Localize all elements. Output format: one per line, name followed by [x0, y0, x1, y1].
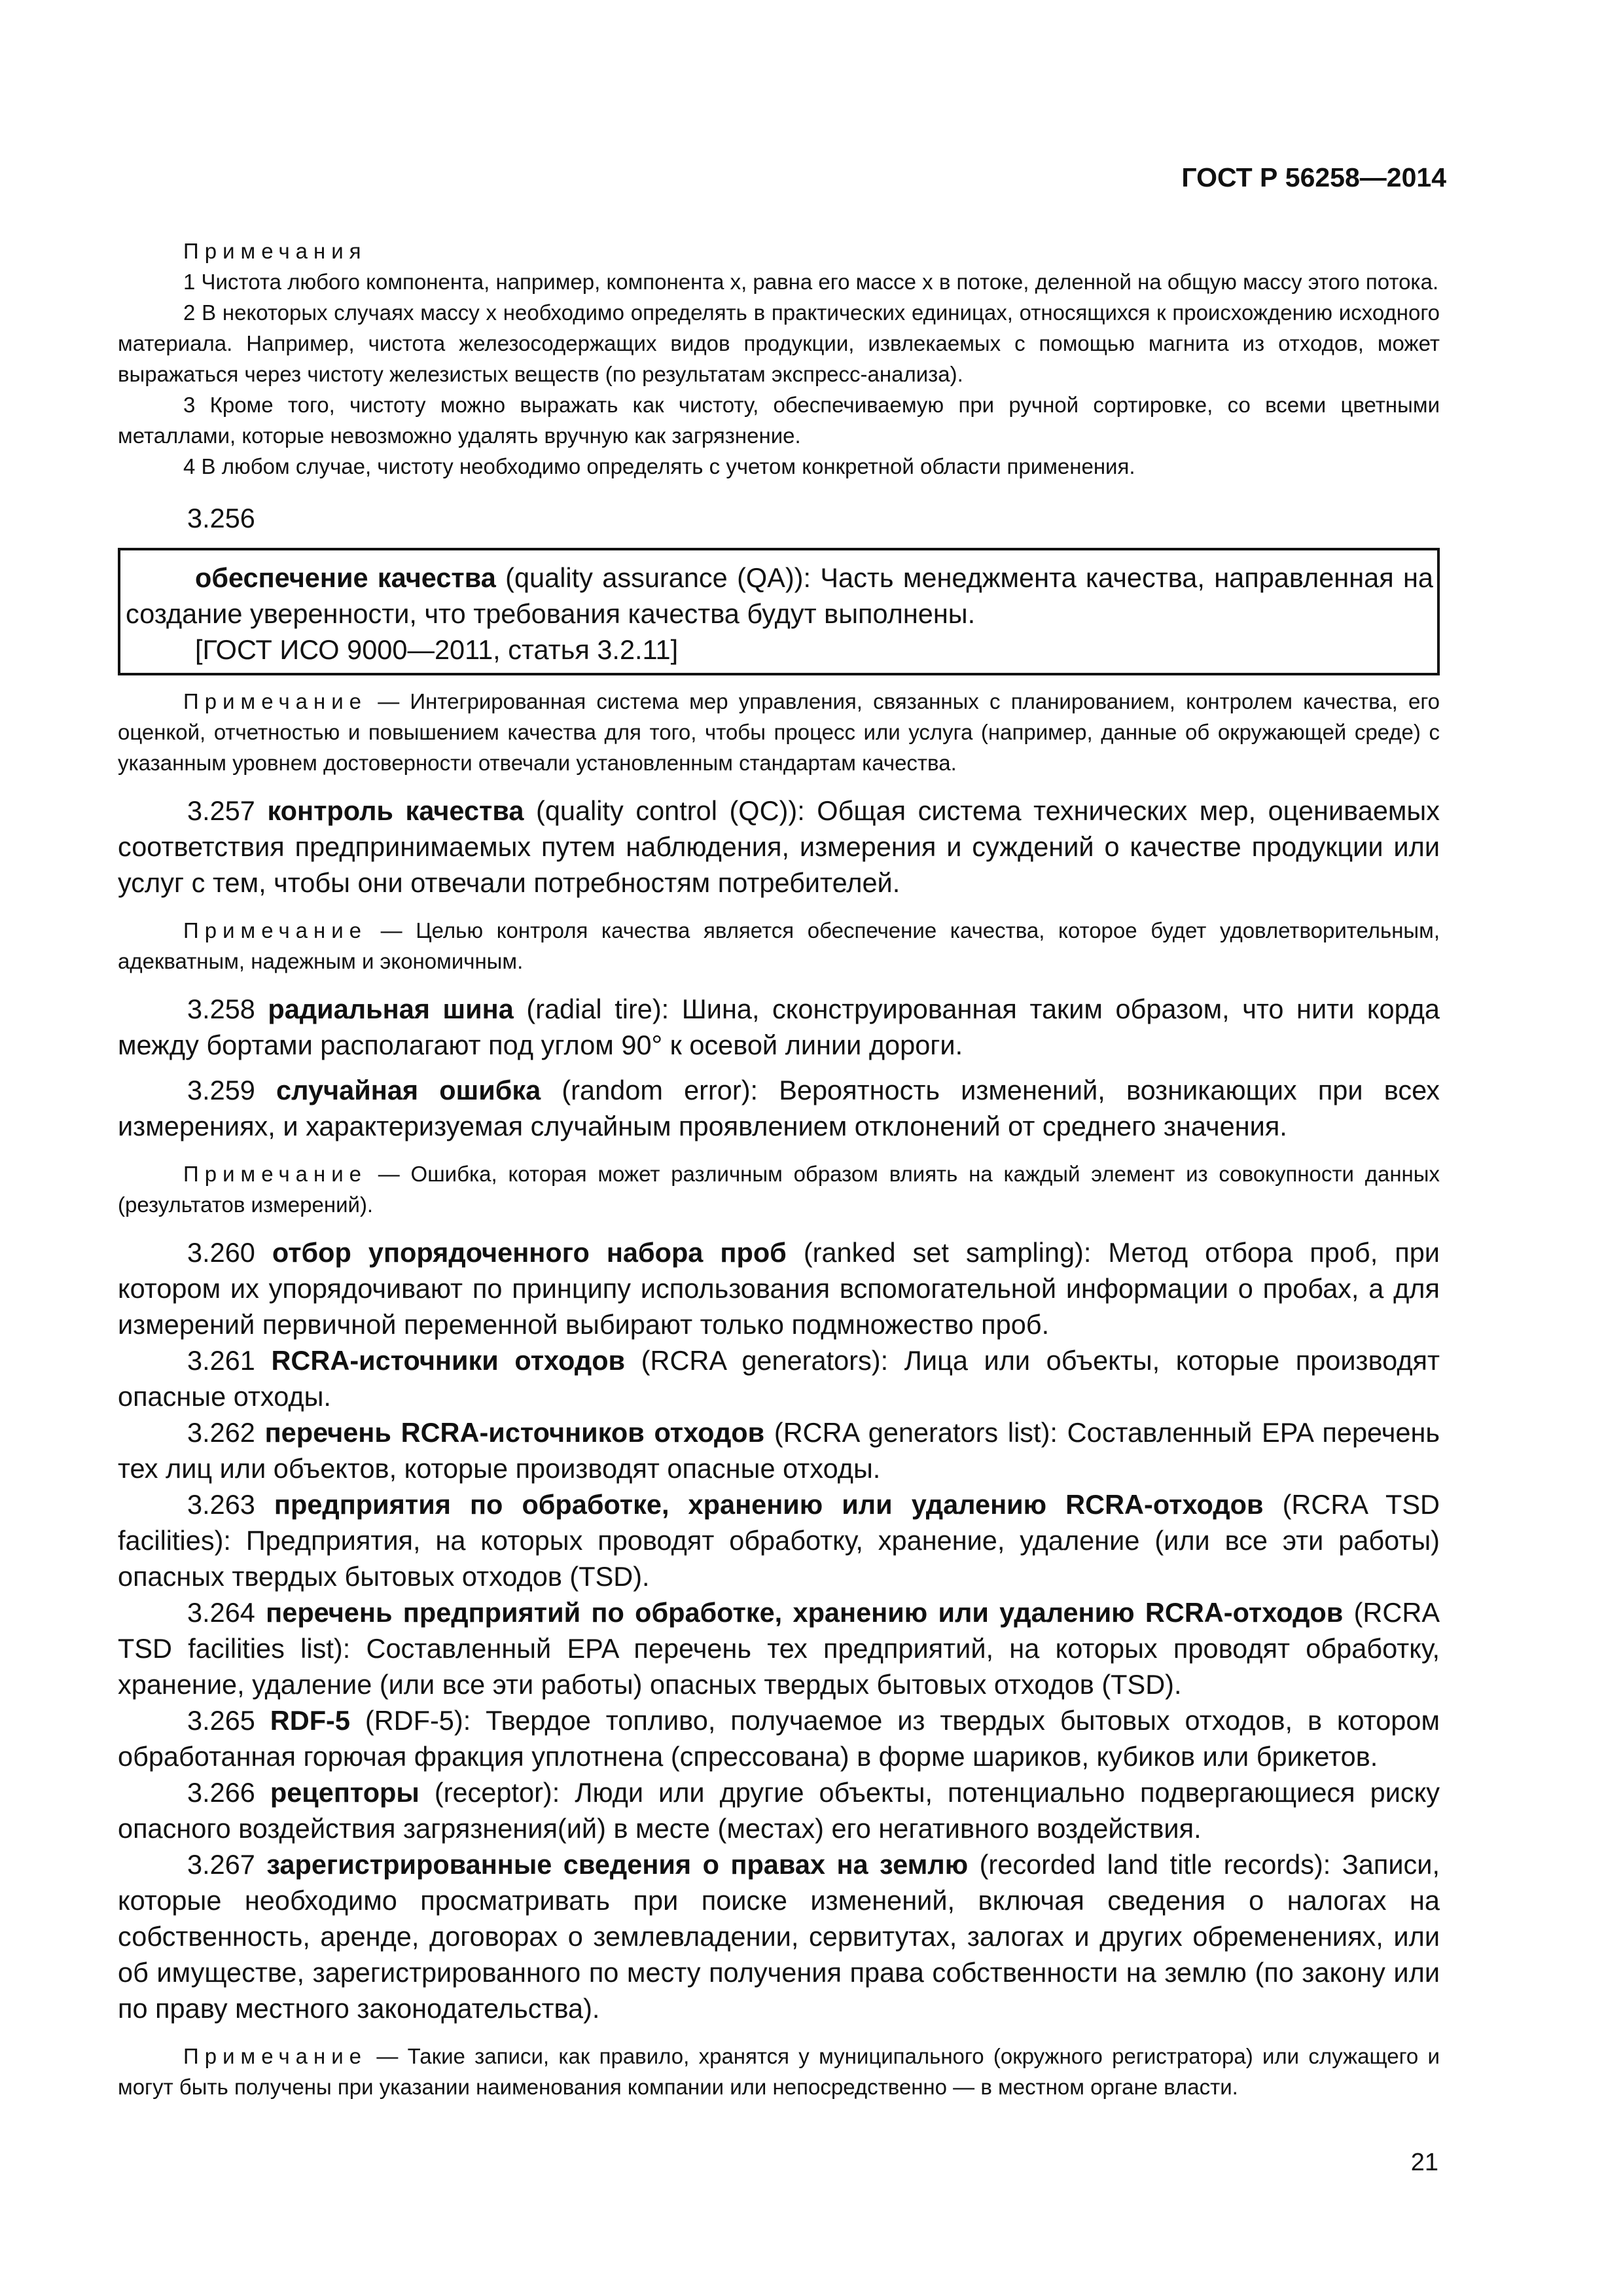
term-number: 3.265: [187, 1705, 255, 1736]
note-text: — Интегрированная система мер управления, связанных с планированием, контролем качества, его оценкой, отчетностью и повышением качества для того, чтобы процесс или услуга (например, данные об окружающей среде) с указанным уровнем достоверности отвечали установленным стандартам качества.: [118, 689, 1440, 775]
term-number: 3.262: [187, 1417, 255, 1448]
note-label: Примечание: [183, 689, 368, 713]
page-number: 21: [1410, 2149, 1438, 2176]
term: случайная ошибка: [276, 1075, 541, 1105]
term: RDF-5: [270, 1705, 350, 1736]
term-number: 3.267: [187, 1849, 255, 1880]
definition: (RCRA TSD facilities list): Составленный EPA перечень тех предприятий, на которых проводят обработку, хранение, удаление (или все эти работы) опасных твердых бытовых отходов (TSD).: [118, 1597, 1440, 1700]
note-item: 3 Кроме того, чистоту можно выражать как чистоту, обеспечиваемую при ручной сортировке, со всеми цветными металлами, которые невозможно удалять вручную как загрязнение.: [118, 393, 1440, 448]
definition: (RCRA TSD facilities): Предприятия, на которых проводят обработку, хранение, удаление (или все эти работы) опасных твердых бытовых отходов (TSD).: [118, 1489, 1440, 1592]
definition: (RCRA generators): Лица или объекты, которые производят опасные отходы.: [118, 1345, 1440, 1412]
term-number: 3.263: [187, 1489, 255, 1520]
note-item: 2 В некоторых случаях массу x необходимо определять в практических единицах, относящихся к происхождению исходного материала. Например, чистота железосодержащих видов продукции, извлекаемых с помощью магнита из отходов, может выражаться через чистоту железистых веществ (по результатам экспресс-анализа).: [118, 300, 1440, 386]
note-text: — Ошибка, которая может различным образом влиять на каждый элемент из совокупности данных (результатов измерений).: [118, 1162, 1440, 1217]
note-item: 1 Чистота любого компонента, например, компонента x, равна его массе x в потоке, деленной на общую массу этого потока.: [183, 270, 1439, 294]
term-entry: [118, 1594, 1440, 1702]
term: отбор упорядоченного набора проб: [272, 1237, 787, 1268]
term-entry: [118, 1414, 1440, 1486]
definition: (radial tire): Шина, сконструированная таким образом, что нити корда между бортами располагают под углом 90° к осевой линии дороги.: [118, 994, 1440, 1060]
note-label: Примечание: [183, 1162, 368, 1186]
definition: (ranked set sampling): Метод отбора проб, при котором их упорядочивают по принципу использования вспомогательной информации о пробах, а для измерений первичной переменной выбирают только подмножество проб.: [118, 1237, 1440, 1340]
note-label: Примечание: [183, 918, 368, 942]
note: [118, 915, 1440, 977]
term-entry: [118, 1072, 1440, 1144]
term: контроль качества: [267, 795, 524, 826]
term: рецепторы: [270, 1777, 419, 1808]
definition: (receptor): Люди или другие объекты, потенциально подвергающиеся риску опасного воздействия загрязнения(ий) в месте (местах) его негативного воздействия.: [118, 1777, 1440, 1844]
note: [118, 686, 1440, 778]
notes-label: Примечания: [183, 239, 367, 263]
term-number: 3.258: [187, 994, 255, 1024]
term-entry: [118, 1702, 1440, 1774]
definition-box: [118, 548, 1440, 675]
definition: (RDF-5): Твердое топливо, получаемое из твердых бытовых отходов, в котором обработанная горючая фракция уплотнена (спрессована) в форме шариков, кубиков или брикетов.: [118, 1705, 1440, 1772]
definition: (quality control (QC)): Общая система технических мер, оцениваемых соответствия предпринимаемых путем наблюдения, измерения и суждений о качестве продукции или услуг с тем, чтобы они отвечали потребностям потребителей.: [118, 795, 1440, 898]
term-number: 3.257: [187, 795, 255, 826]
term: перечень RCRA-источников отходов: [264, 1417, 765, 1448]
term-entry: [118, 793, 1440, 901]
page-content: [118, 236, 1440, 2102]
term-number: 3.266: [187, 1777, 255, 1808]
term-entry: [118, 1234, 1440, 1342]
note-text: — Такие записи, как правило, хранятся у муниципального (окружного регистратора) или служащего и могут быть получены при указании наименования компании или непосредственно — в местном органе власти.: [118, 2044, 1440, 2099]
term: радиальная шина: [268, 994, 514, 1024]
term-number: 3.256: [187, 503, 255, 533]
note: [118, 2041, 1440, 2102]
document-number: ГОСТ Р 56258—2014: [1181, 162, 1446, 192]
term-number: 3.260: [187, 1237, 255, 1268]
note-item: 4 В любом случае, чистоту необходимо определять с учетом конкретной области применения.: [183, 454, 1135, 478]
definition-reference: [ГОСТ ИСО 9000—2011, статья 3.2.11]: [195, 634, 679, 665]
definition: (recorded land title records): Записи, которые необходимо просматривать при поиске изменений, включая сведения о налогах на собственность, аренде, договорах о землевладении, сервитутах, залогах и других обременениях, или об имуществе, зарегистрированного по месту получения права собственности на землю (по закону или по праву местного законодательства).: [118, 1849, 1440, 2024]
note: [118, 1158, 1440, 1220]
term: предприятия по обработке, хранению или удалению RCRA-отходов: [274, 1489, 1264, 1520]
definition: (random error): Вероятность изменений, возникающих при всех измерениях, и характеризуемая случайным проявлением отклонений от среднего значения.: [118, 1075, 1440, 1141]
term-number: 3.264: [187, 1597, 255, 1628]
term: зарегистрированные сведения о правах на землю: [266, 1849, 969, 1880]
term-number: 3.261: [187, 1345, 255, 1376]
term: перечень предприятий по обработке, хранению или удалению RCRA-отходов: [266, 1597, 1344, 1628]
definition: (RCRA generators list): Составленный EPA перечень тех лиц или объектов, которые производят опасные отходы.: [118, 1417, 1440, 1484]
definition-text: [126, 560, 1433, 632]
term: обеспечение качества: [195, 562, 496, 593]
term-number: 3.259: [187, 1075, 255, 1105]
definition: (quality assurance (QA)): Часть менеджмента качества, направленная на создание уверенности, что требования качества будут выполнены.: [126, 562, 1434, 629]
term-entry: [118, 1486, 1440, 1594]
term: RCRA-источники отходов: [271, 1345, 626, 1376]
note-label: Примечание: [183, 2044, 368, 2068]
note-text: — Целью контроля качества является обеспечение качества, которое будет удовлетворительным, адекватным, надежным и экономичным.: [118, 918, 1440, 973]
term-entry: [118, 991, 1440, 1063]
term-entry: [118, 1774, 1440, 1846]
term-entry: [118, 1846, 1440, 2026]
term-entry: [118, 1342, 1440, 1414]
